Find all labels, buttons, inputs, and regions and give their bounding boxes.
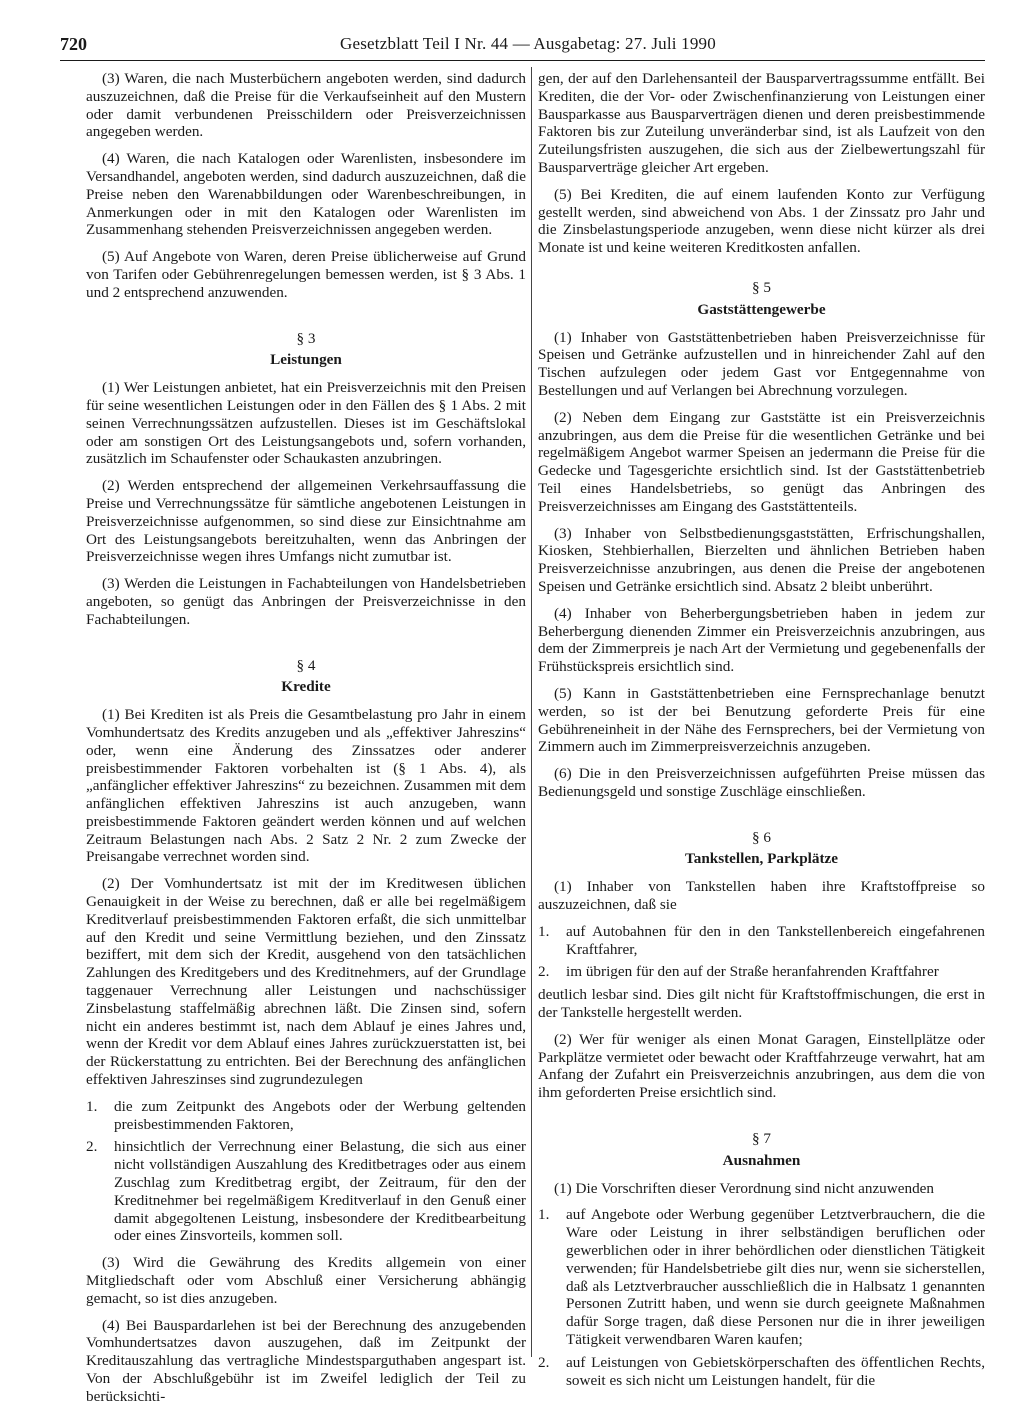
paragraph: (4) Waren, die nach Katalogen oder Warenlisten, insbesondere im Versandhandel, angeboten werden, sind dadurch auszuzeichnen, daß die Preise neben den Warenabbildungen oder Warenbeschreibungen, in Anmerkungen oder in mit den Katalogen oder Warenlisten im Zusammenhang stehenden Preisverzeichnissen angegeben werden. [86,150,526,239]
header-rule [60,60,985,61]
list-item [538,1354,985,1390]
section-title: Gaststättengewerbe [697,300,826,318]
paragraph: (3) Wird die Gewährung des Kredits allgemein von einer Mitgliedschaft oder vom Abschluß einer Versicherung abhängig gemacht, so ist dies anzugeben. [86,1254,526,1307]
section-number: § 6 [752,828,771,846]
section-title: Leistungen [270,351,342,369]
section-number: § 4 [296,656,316,674]
list-item-text: die zum Zeitpunkt des Angebots oder der Werbung geltenden preisbestimmenden Faktoren, [114,1097,526,1133]
list-item-text: hinsichtlich der Verrechnung einer Belastung, die sich aus einer nicht vollständigen Auszahlung des Kreditbetrages oder aus einem Zuschlag zum Kreditbetrag ergibt, der Zeitraum, für den der Kreditnehmer bei regelmäßigem Kreditverlauf in den Genuß einer damit abgegoltenen Leistung, insbesondere der Kreditbearbeitung oder eines Zinsvorteils, kommen soll. [114,1138,526,1245]
list-item-number: 1. [538,922,550,940]
list-item-text: im übrigen für den auf der Straße heranfahrenden Kraftfahrer [566,963,939,981]
paragraph: (1) Wer Leistungen anbietet, hat ein Preisverzeichnis mit den Preisen für seine wesentlichen Leistungen oder in den Fällen des § 1 Abs. 2 mit seinen Verrechnungssätzen aufzustellen. Dieses ist im Geschäftslokal oder am sonstigen Ort des Leistungsangebots und, sofern vorhanden, zusätzlich im Schaufenster oder Schaukasten anzubringen. [86,379,526,468]
paragraph: (5) Kann in Gaststättenbetrieben eine Fernsprechanlage benutzt werden, so ist der bei Benutzung geforderte Preis für eine Gebühreneinheit in der Nähe des Fernsprechers, bei der Vermietung von Zimmern auch im Zimmerpreisverzeichnis anzugeben. [538,684,985,756]
paragraph: (1) Inhaber von Gaststättenbetrieben haben Preisverzeichnisse für Speisen und Getränke aufzustellen und in hinreichender Zahl auf den Tischen aufzulegen oder jedem Gast vor Entgegennahme von Bestellungen und auf Verlangen bei Abrechnung vorzulegen. [538,328,985,399]
paragraph: (3) Inhaber von Selbstbedienungsgaststätten, Erfrischungshallen, Kiosken, Stehbierhallen, Bierzelten und ähnlichen Betrieben haben Preisverzeichnisse anzubringen, aus denen die Preise der angebotenen Speisen und Getränke ersichtlich sind. Absatz 2 bleibt unberührt. [538,524,985,595]
list-item-number: 1. [86,1097,98,1115]
paragraph: (6) Die in den Preisverzeichnissen aufgeführten Preise müssen das Bedienungsgeld und sonstige Zuschläge einschließen. [538,765,985,800]
paragraph: (3) Werden die Leistungen in Fachabteilungen von Handelsbetrieben angeboten, so genügt das Anbringen der Preisverzeichnisse in den Fachabteilungen. [86,575,526,628]
section-number: § 7 [752,1130,771,1148]
list-item [86,1098,526,1134]
column-divider [531,67,532,1357]
paragraph: (5) Auf Angebote von Waren, deren Preise üblicherweise auf Grund von Tarifen oder Gebührenregelungen bemessen werden, ist § 3 Abs. 1 und 2 entsprechend anzuwenden. [86,248,526,301]
paragraph: (2) Werden entsprechend der allgemeinen Verkehrsauffassung die Preise und Verrechnungssätze für sämtliche angebotenen Leistungen in Preisverzeichnisse aufgenommen, so sind diese zur Einsichtnahme am Ort des Leistungsangebots bereitzuhalten, wenn das Anbringen der Preisverzeichnisse wegen ihres Umfangs nicht zumutbar ist. [86,477,526,566]
list-item-text: auf Leistungen von Gebietskörperschaften des öffentlichen Rechts, soweit es sich nicht um Leistungen handelt, für die [566,1353,985,1389]
paragraph: (4) Inhaber von Beherbergungsbetrieben haben in jedem zur Beherbergung dienenden Zimmer ein Preisverzeichnis anzubringen, aus dem der Zimmerpreis je nach Art der Vermietung und gegebenenfalls der Frühstückspreis ersichtlich sind. [538,604,985,676]
paragraph: (3) Waren, die nach Musterbüchern angeboten werden, sind dadurch auszuzeichnen, daß die Preise für die Verkaufseinheit auf den Mustern oder damit verbundenen Preisschildern oder Preisverzeichnissen angegeben werden. [86,70,526,141]
section-number: § 3 [296,329,316,347]
paragraph: (1) Bei Krediten ist als Preis die Gesamtbelastung pro Jahr in einem Vomhundertsatz des Kredits anzugeben und als „effektiver Jahreszins“ oder, wenn eine Änderung des Zinssatzes oder anderer preisbestimmender Faktoren vorbehalten ist (§ 1 Abs. 4), als „anfänglicher effektiver Jahreszins“ zu bezeichnen. Zusammen mit dem anfänglichen effektiven Jahreszins ist auch anzugeben, wann preisbestimmende Faktoren geändert werden können und auf welchen Zeitraum Belastungen nach Abs. 2 Satz 2 Nr. 2 zum Zwecke der Preisangabe verrechnet worden sind. [86,706,526,866]
page-number: 720 [60,34,87,54]
paragraph-continuation: deutlich lesbar sind. Dies gilt nicht für Kraftstoffmischungen, die erst in der Tankstelle hergestellt werden. [538,986,985,1022]
running-header: Gesetzblatt Teil I Nr. 44 — Ausgabetag: 27. Juli 1990 [340,34,716,53]
paragraph: (1) Inhaber von Tankstellen haben ihre Kraftstoffpreise so auszuzeichnen, daß sie [538,878,985,914]
list-item [538,963,985,981]
paragraph-continuation: gen, der auf den Darlehensanteil der Bausparvertragssumme entfällt. Bei Krediten, die der Vor- oder Zwischenfinanzierung von Leistungen einer Bausparkasse aus Bausparverträgen dienen und deren preisbestimmende Faktoren bis zur Zuteilung unveränderbar sind, ist als Laufzeit von den Zuteilungsfristen auszugehen, die sich aus der Zielbewertungszahl für Bausparverträge gleicher Art ergeben. [538,70,985,176]
list-item-number: 1. [538,1206,550,1224]
paragraph: (4) Bei Bauspardarlehen ist bei der Berechnung des anzugebenden Vomhundertsatzes davon auszugehen, daß im Zeitpunkt der Kreditauszahlung das vertragliche Mindestsparguthaben angespart ist. Von der Abschlußgebühr ist im Zweifel lediglich der Teil zu berücksichti- [86,1316,526,1405]
list-item [538,923,985,959]
section-title: Ausnahmen [722,1151,801,1169]
list-item-text: auf Autobahnen für den in den Tankstellenbereich eingefahrenen Kraftfahrer, [566,922,985,958]
list-item [538,1206,985,1348]
list-item [86,1138,526,1245]
paragraph: (5) Bei Krediten, die auf einem laufenden Konto zur Verfügung gestellt werden, sind abweichend von Abs. 1 der Zinssatz pro Jahr und die Zinsbelastungsperiode anzugeben, wenn diese nicht kürzer als drei Monate ist und keine weiteren Kreditkosten anfallen. [538,185,985,257]
list-item-text: auf Angebote oder Werbung gegenüber Letztverbrauchern, die die Ware oder Leistung in ihrer selbständigen beruflichen oder gewerblichen oder in ihrer behördlichen oder dienstlichen Tätigkeit verwenden; für Handelsbetriebe gilt dies nur, wenn sie sicherstellen, daß als Letztverbraucher ausschließlich die in Halbsatz 1 genannten Personen Zutritt haben, und wenn sie durch geeignete Maßnahmen dafür Sorge tragen, daß diese Personen nur die in ihrer jeweiligen Tätigkeit verwendbaren Waren kaufen; [566,1206,985,1349]
section-title: Kredite [281,678,331,696]
right-column [538,70,985,1394]
section-title: Tankstellen, Parkplätze [684,850,838,868]
paragraph: (2) Der Vomhundertsatz ist mit der im Kreditwesen üblichen Genauigkeit in der Weise zu berechnen, daß er alle bei regelmäßigem Kreditverlauf preisbestimmenden Faktoren erfaßt, die sich unmittelbar auf den Kredit und seine Vermittlung beziehen, und den Zinssatz beziffert, mit dem sich der Kredit, ausgehend von den tatsächlichen Zahlungen des Kreditgebers und des Kreditnehmers, auf der Grundlage taggenauer Verrechnung aller Leistungen und nachschüssiger Zinsbelastung staffelmäßig abrechnen läßt. Die Zinsen sind, sofern nicht ein anderes bestimmt ist, nach dem Ablauf je eines Jahres und, wenn der Kredit vor dem Ablauf eines Jahres zurückzuerstatten ist, bei der Rückerstattung zu entrichten. Bei der Berechnung des anfänglichen effektiven Jahreszinses sind zugrundezulegen [86,875,526,1089]
paragraph: (2) Wer für weniger als einen Monat Garagen, Einstellplätze oder Parkplätze vermietet oder bewacht oder Kraftfahrzeuge verwahrt, hat am Anfang der Zufahrt ein Preisverzeichnis anzubringen, aus dem die von ihm geforderten Preise ersichtlich sind. [538,1030,985,1102]
list-item-number: 2. [86,1138,98,1156]
section-number: § 5 [752,278,771,296]
list-item-number: 2. [538,963,550,981]
list-item-number: 2. [538,1353,550,1371]
left-column [86,70,526,1415]
paragraph: (2) Neben dem Eingang zur Gaststätte ist ein Preisverzeichnis anzubringen, aus dem die Preise für die wesentlichen Getränke und bei regelmäßigem Angebot warmer Speisen an jedermann die Preise für die Gedecke und Tagesgerichte ersichtlich sind. Ist der Gaststättenbetrieb Teil eines Handelsbetriebs, so genügt das Anbringen des Preisverzeichnisses am Eingang des Gaststättenteils. [538,408,985,515]
paragraph: (1) Die Vorschriften dieser Verordnung sind nicht anzuwenden [554,1179,935,1197]
